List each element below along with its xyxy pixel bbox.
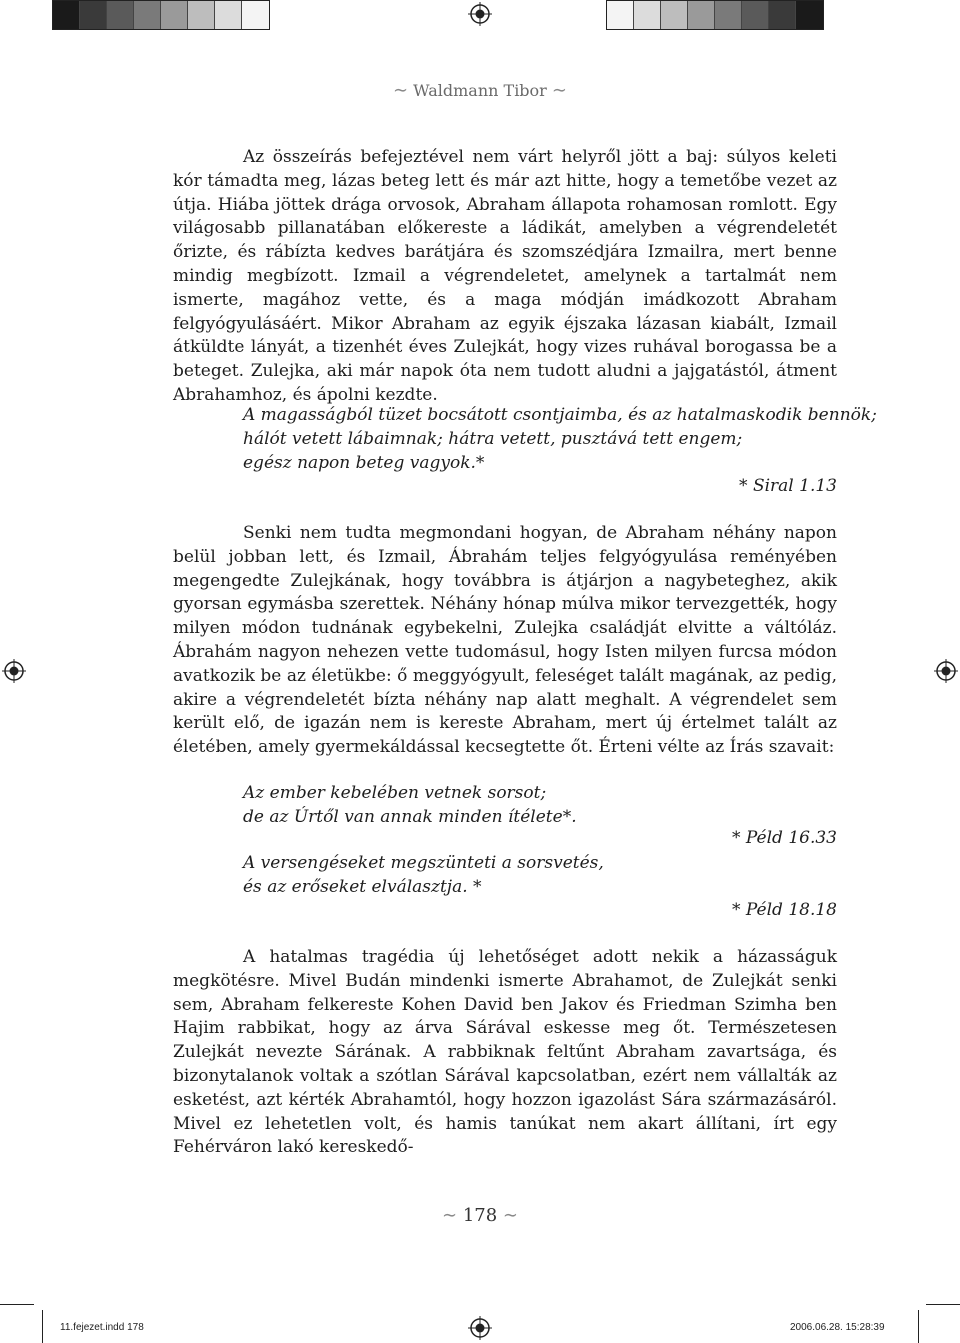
color-swatch: [107, 1, 134, 29]
paragraph: Senki nem tudta megmondani hogyan, de Abraham néhány napon belül jobban lett, és Izmail, Ábrahám teljes felgyógyulása reményében megengedte Zulejkának, hogy továbbra is átjárjon a nagybeteghez, akik gyorsan egymásba szerettek. Néhány hónap múlva mikor tervezgették, hogy milyen módon tudnának egybekelni, Zulejka családját elvitte a váltóláz. Ábrahám nagyon nehezen vette tudomásul, hogy Isten milyen furcsa módon avatkozik be az életükbe: ő meggyógyult, feleséget talált magának, az pedig, akire a végrendeletét bízta néhány nap alatt meghalt. A végrendelet sem került elő, de igazán nem is kereste Abraham, mert új értelmet talált az életében, amely gyermekáldással kecsegtette őt. Érteni vélte az Írás szavait:: [173, 523, 837, 758]
paragraph: A hatalmas tragédia új lehetőséget adott nekik a házasságuk megkötésre. Mivel Budán mindenki ismerte Abrahamot, de Zulejkát senki sem, Abraham felkereste Kohen David ben Jakov és Friedman Szimha ben Hajim rabbikat, hogy az árva Sárával eskesse meg őt. Természetesen Zulejkát nevezte Sárának. A rabbiknak feltűnt Abraham zavartsága, és bizonytalanok voltak a szótlan Sárával kapcsolatban, ezért nem vállalták az esketést, azt kérték Abrahamtól, hogy hozzon igazolást Sára származásáról. Mivel ez lehetetlen volt, és hamis tanúkat nem akart állítani, írt egy Fehérváron lakó kereskedő-: [173, 947, 837, 1158]
page-number-text: 178: [462, 1205, 498, 1226]
color-swatch: [134, 1, 161, 29]
registration-mark-left-icon: [2, 659, 26, 683]
verse-line: Az ember kebelében vetnek sorsot;: [243, 783, 547, 803]
color-swatch: [742, 1, 769, 29]
registration-mark-top-icon: [468, 2, 492, 26]
color-bar-right: [606, 0, 824, 30]
verse-line: A magasságból tüzet bocsátott csontjaimba, és az hatalmaskodik bennök;: [243, 405, 877, 425]
crop-mark: [42, 1310, 43, 1343]
slug-timestamp: 2006.06.28. 15:28:39: [790, 1322, 885, 1333]
ornament-right-icon: ∼: [502, 1205, 518, 1226]
ornament-left-icon: ∼: [441, 1205, 458, 1226]
verse-line: és az erőseket elválasztja. *: [243, 876, 482, 897]
verse-quote: [243, 852, 837, 900]
crop-mark: [0, 1304, 34, 1305]
color-swatch: [769, 1, 796, 29]
verse-line: hálót vetett lábaimnak; hátra vetett, pusztává tett engem;: [243, 428, 743, 449]
verse-line: egész napon beteg vagyok.*: [243, 452, 485, 473]
ornament-left-icon: ∼: [392, 80, 409, 101]
registration-mark-right-icon: [934, 659, 958, 683]
color-swatch: [242, 1, 269, 29]
paragraph: Az összeírás befejeztével nem várt helyről jött a baj: súlyos keleti kór támadta meg, lázas beteg lett és már azt hitte, hogy a temetőbe vezet az útja. Hiába jöttek drága orvosok, Abraham állapota rohamosan romlott. Egy világosabb pillanatában előkereste a ládikát, amelyben a végrendeletét őrizte, és rábízta kedves barátjára és szomszédjára Izmailra, mert benne mindig megbízott. Izmail a végrendeletet, amelynek a tartalmát nem ismerte, magához vette, és a maga módján imádkozott Abraham felgyógyulásáért. Mikor Abraham az egyik éjszaka lázasan kiabált, Izmail átküldte lányát, a tizenhét éves Zulejkát, hogy vizes ruhával borogassa be a beteget. Zulejka, aki már napok óta nem tudott aludni a jajgatástól, átment Abrahamhoz, és ápolni kezdte.: [173, 147, 837, 405]
crop-mark: [918, 1310, 919, 1343]
verse-reference: * Péld 18.18: [731, 900, 837, 920]
color-swatch: [688, 1, 715, 29]
color-swatch: [634, 1, 661, 29]
running-head-text: Waldmann Tibor: [413, 81, 547, 100]
verse-quote: [243, 404, 877, 475]
color-bar-left: [52, 0, 270, 30]
color-swatch: [80, 1, 107, 29]
color-swatch: [215, 1, 242, 29]
verse-line: A versengéseket megszünteti a sorsvetés,: [243, 853, 604, 873]
registration-mark-bottom-icon: [468, 1316, 492, 1340]
slug-filename: 11.fejezet.indd 178: [60, 1322, 144, 1333]
color-swatch: [796, 1, 823, 29]
verse-line: de az Úrtől van annak minden ítélete*.: [243, 806, 577, 827]
color-swatch: [188, 1, 215, 29]
color-swatch: [715, 1, 742, 29]
color-swatch: [607, 1, 634, 29]
verse-quote: [243, 782, 837, 830]
verse-reference: * Siral 1.13: [739, 476, 837, 496]
color-swatch: [53, 1, 80, 29]
color-swatch: [161, 1, 188, 29]
page-number: [0, 1205, 960, 1226]
verse-reference: * Péld 16.33: [731, 828, 837, 848]
color-swatch: [661, 1, 688, 29]
running-head: [0, 80, 960, 101]
crop-mark: [926, 1304, 960, 1305]
ornament-right-icon: ∼: [551, 80, 568, 101]
